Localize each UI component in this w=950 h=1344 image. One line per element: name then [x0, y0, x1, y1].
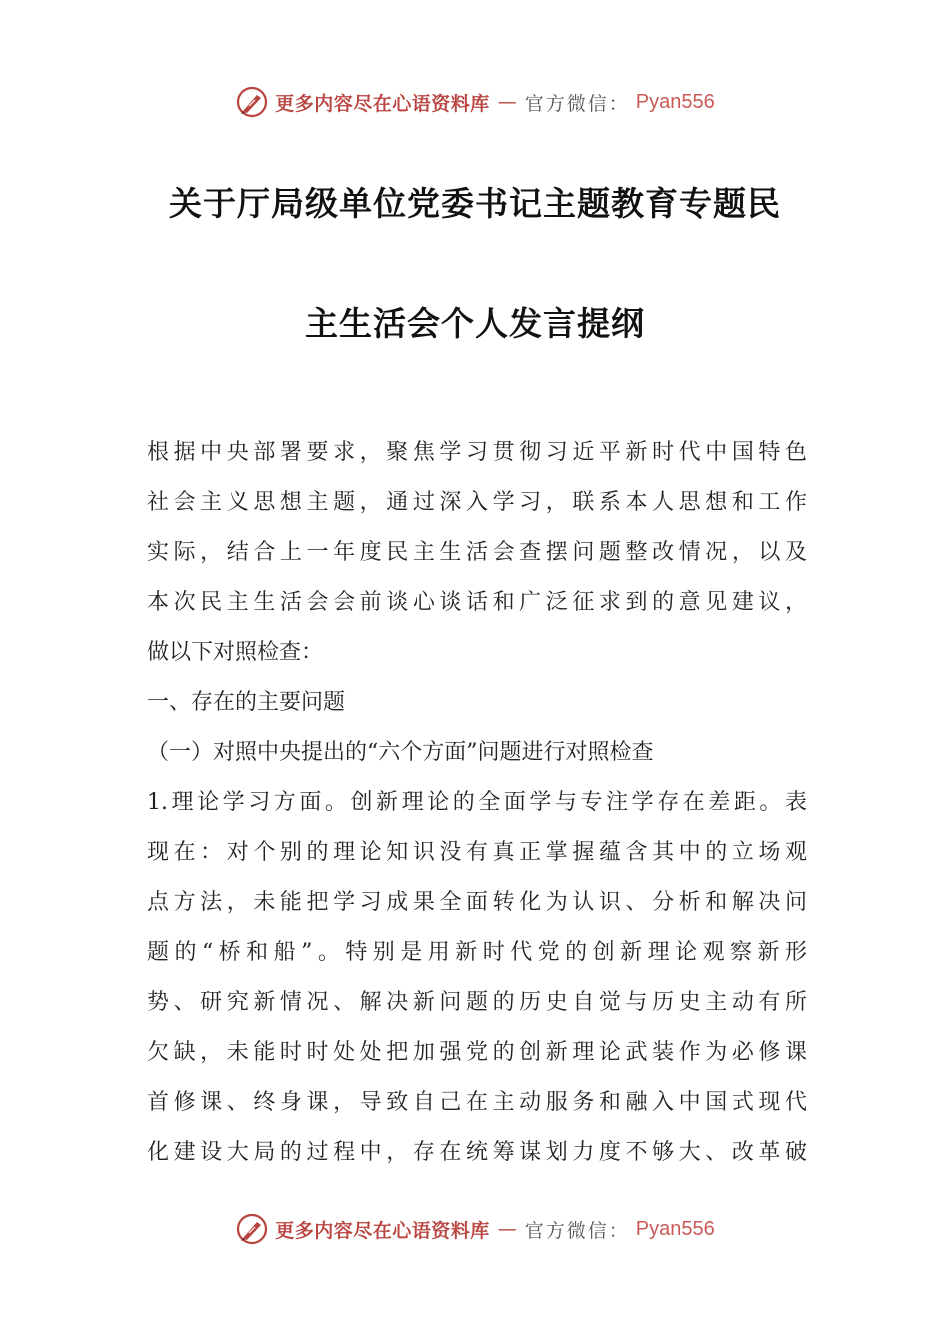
document-body [147, 428, 807, 1178]
watermark-separator: — [497, 91, 517, 113]
body-line: 一、存在的主要问题 [147, 690, 346, 715]
watermark-banner-top [0, 82, 950, 122]
body-line: 1.理论学习方面。创新理论的全面学与专注学存在差距。表 [147, 790, 807, 815]
body-line: 做以下对照检查： [147, 640, 324, 665]
body-line: 现在：对个别的理论知识没有真正掌握蕴含其中的立场观 [147, 840, 807, 865]
body-line: 社会主义思想主题，通过深入学习，联系本人思想和工作 [147, 490, 807, 515]
body-line: 实际，结合上一年度民主生活会查摆问题整改情况，以及 [147, 540, 807, 565]
body-line: 首修课、终身课，导致自己在主动服务和融入中国式现代 [147, 1090, 807, 1115]
body-line: 欠缺，未能时时处处把加强党的创新理论武装作为必修课 [147, 1040, 807, 1065]
watermark-wechat-id: Pyan556 [635, 1217, 715, 1240]
watermark-wechat-label: 官方微信： [524, 1219, 630, 1242]
body-line: （一）对照中央提出的“六个方面”问题进行对照检查 [147, 740, 654, 765]
watermark-wechat-id: Pyan556 [635, 90, 715, 113]
watermark-brand: 更多内容尽在心语资料库 [275, 1219, 490, 1242]
document-title-line-2: 主生活会个人发言提纲 [305, 304, 645, 343]
body-line: 化建设大局的过程中，存在统筹谋划力度不够大、改革破 [147, 1140, 807, 1165]
watermark-brand: 更多内容尽在心语资料库 [275, 92, 490, 115]
body-line: 势、研究新情况、解决新问题的历史自觉与历史主动有所 [147, 990, 807, 1015]
watermark-banner-bottom [0, 1209, 950, 1249]
fountain-pen-logo-icon [235, 1212, 269, 1246]
body-line: 根据中央部署要求，聚焦学习贯彻习近平新时代中国特色 [147, 440, 807, 465]
document-title-line-1: 关于厅局级单位党委书记主题教育专题民 [169, 184, 781, 223]
watermark-separator: — [497, 1218, 517, 1240]
body-line: 题的“桥和船”。特别是用新时代党的创新理论观察新形 [147, 940, 807, 965]
body-line: 点方法，未能把学习成果全面转化为认识、分析和解决问 [147, 890, 807, 915]
watermark-wechat-label: 官方微信： [524, 92, 630, 115]
fountain-pen-logo-icon [235, 85, 269, 119]
body-line: 本次民主生活会会前谈心谈话和广泛征求到的意见建议， [147, 590, 807, 615]
